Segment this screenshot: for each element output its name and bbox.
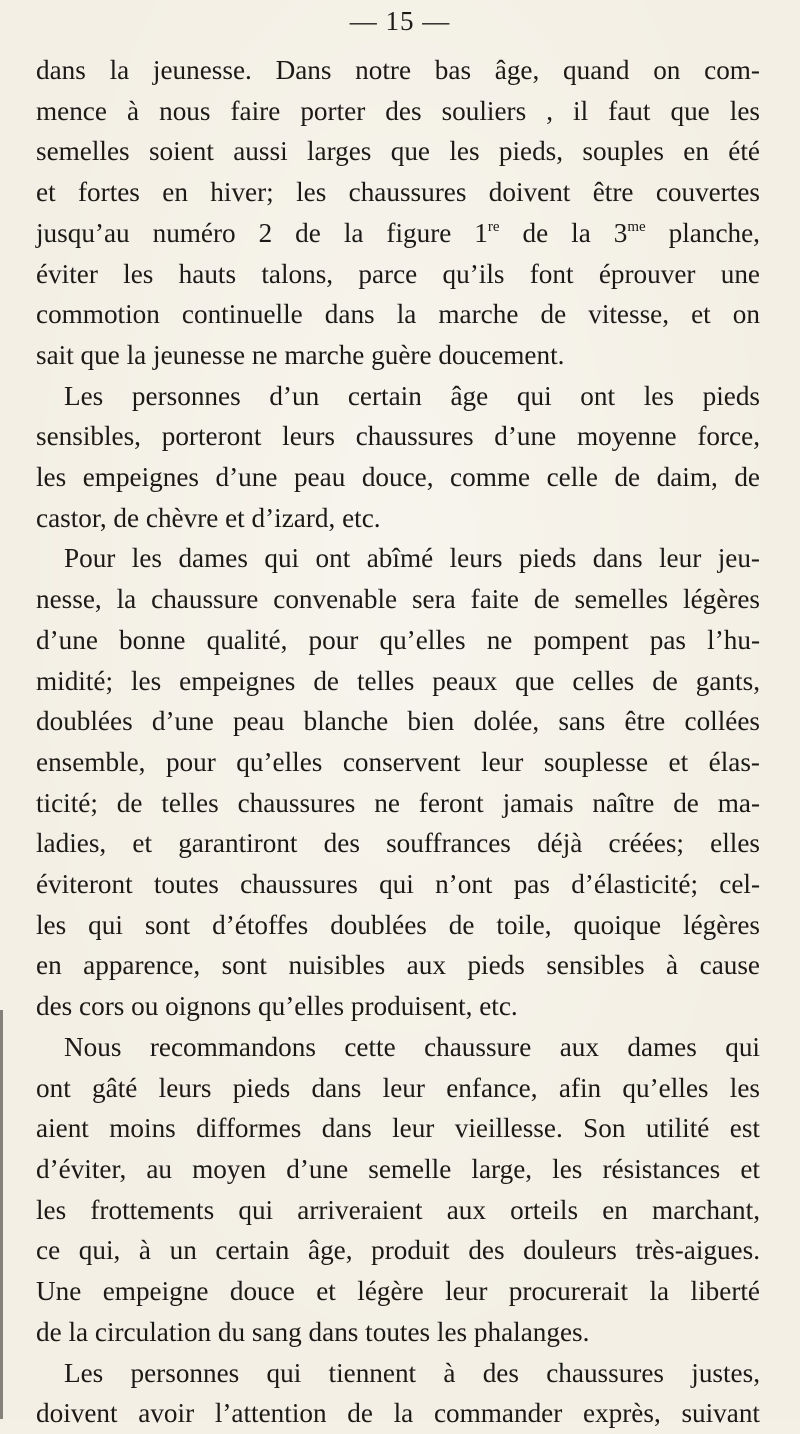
- text-line: castor, de chèvre et d’izard, etc.: [36, 502, 381, 533]
- text-line: aient moins difformes dans leur vieillesse. Son utilité est: [36, 1113, 760, 1144]
- text-line: les empeignes d’une peau douce, comme celle de daim, de: [36, 462, 760, 493]
- page-number: — 15 —: [349, 6, 451, 36]
- paragraph-start-line: Nous recommandons cette chaussure aux dames qui: [64, 1031, 760, 1062]
- text-line: Une empeigne douce et légère leur procurerait la liberté: [36, 1276, 760, 1307]
- text-line: mence à nous faire porter des souliers , il faut que les: [36, 95, 760, 126]
- text-line: d’une bonne qualité, pour qu’elles ne pompent pas l’hu-: [36, 624, 760, 655]
- text-line: ce qui, à un certain âge, produit des douleurs très-aigues.: [36, 1235, 760, 1266]
- text-line: ensemble, pour qu’elles conservent leur souplesse et élas-: [36, 746, 760, 777]
- superscript: me: [627, 218, 646, 235]
- text-line: midité; les empeignes de telles peaux que celles de gants,: [36, 665, 760, 696]
- text-line: et fortes en hiver; les chaussures doivent être couvertes: [36, 177, 760, 208]
- text-line: de la circulation du sang dans toutes les phalanges.: [36, 1316, 590, 1347]
- paragraph-start-line: Les personnes qui tiennent à des chaussures justes,: [64, 1357, 760, 1388]
- text-line: des cors ou oignons qu’elles produisent, etc.: [36, 991, 518, 1022]
- text-line: les qui sont d’étoffes doublées de toile, quoique légères: [36, 909, 760, 940]
- text-fragment: jusqu’au numéro 2 de la figure 1: [36, 217, 488, 248]
- text-line: ticité; de telles chaussures ne feront jamais naître de ma-: [36, 787, 760, 818]
- text-line: doivent avoir l’attention de la commander exprès, suivant: [36, 1398, 760, 1429]
- text-line: sait que la jeunesse ne marche guère doucement.: [36, 339, 565, 370]
- binding-edge-mark: [0, 1010, 3, 1419]
- text-line: éviter les hauts talons, parce qu’ils font éprouver une: [36, 258, 760, 289]
- text-line: nesse, la chaussure convenable sera faite de semelles légères: [36, 584, 760, 615]
- text-line: en apparence, sont nuisibles aux pieds sensibles à cause: [36, 950, 760, 981]
- superscript: re: [487, 218, 500, 235]
- text-fragment: planche,: [645, 217, 760, 248]
- text-fragment: de la 3: [499, 217, 628, 248]
- text-line: doublées d’une peau blanche bien dolée, sans être collées: [36, 706, 760, 737]
- text-line: les frottements qui arriveraient aux orteils en marchant,: [36, 1194, 760, 1225]
- text-line: semelles soient aussi larges que les pieds, souples en été: [36, 136, 760, 167]
- text-line: éviteront toutes chaussures qui n’ont pas d’élasticité; cel-: [36, 869, 760, 900]
- text-line: ladies, et garantiront des souffrances déjà créées; elles: [36, 828, 760, 859]
- text-line: ont gâté leurs pieds dans leur enfance, afin qu’elles les: [36, 1072, 760, 1103]
- text-line: dans la jeunesse. Dans notre bas âge, quand on com-: [36, 55, 760, 85]
- text-line: commotion continuelle dans la marche de vitesse, et on: [36, 299, 760, 330]
- paragraph-start-line: Les personnes d’un certain âge qui ont les pieds: [64, 380, 760, 411]
- text-line: sensibles, porteront leurs chaussures d’une moyenne force,: [36, 421, 760, 452]
- text-line-with-superscripts: [36, 213, 760, 254]
- text-line: d’éviter, au moyen d’une semelle large, les résistances et: [36, 1153, 760, 1184]
- paragraph-start-line: Pour les dames qui ont abîmé leurs pieds dans leur jeu-: [64, 543, 760, 574]
- body-text: [36, 50, 760, 1434]
